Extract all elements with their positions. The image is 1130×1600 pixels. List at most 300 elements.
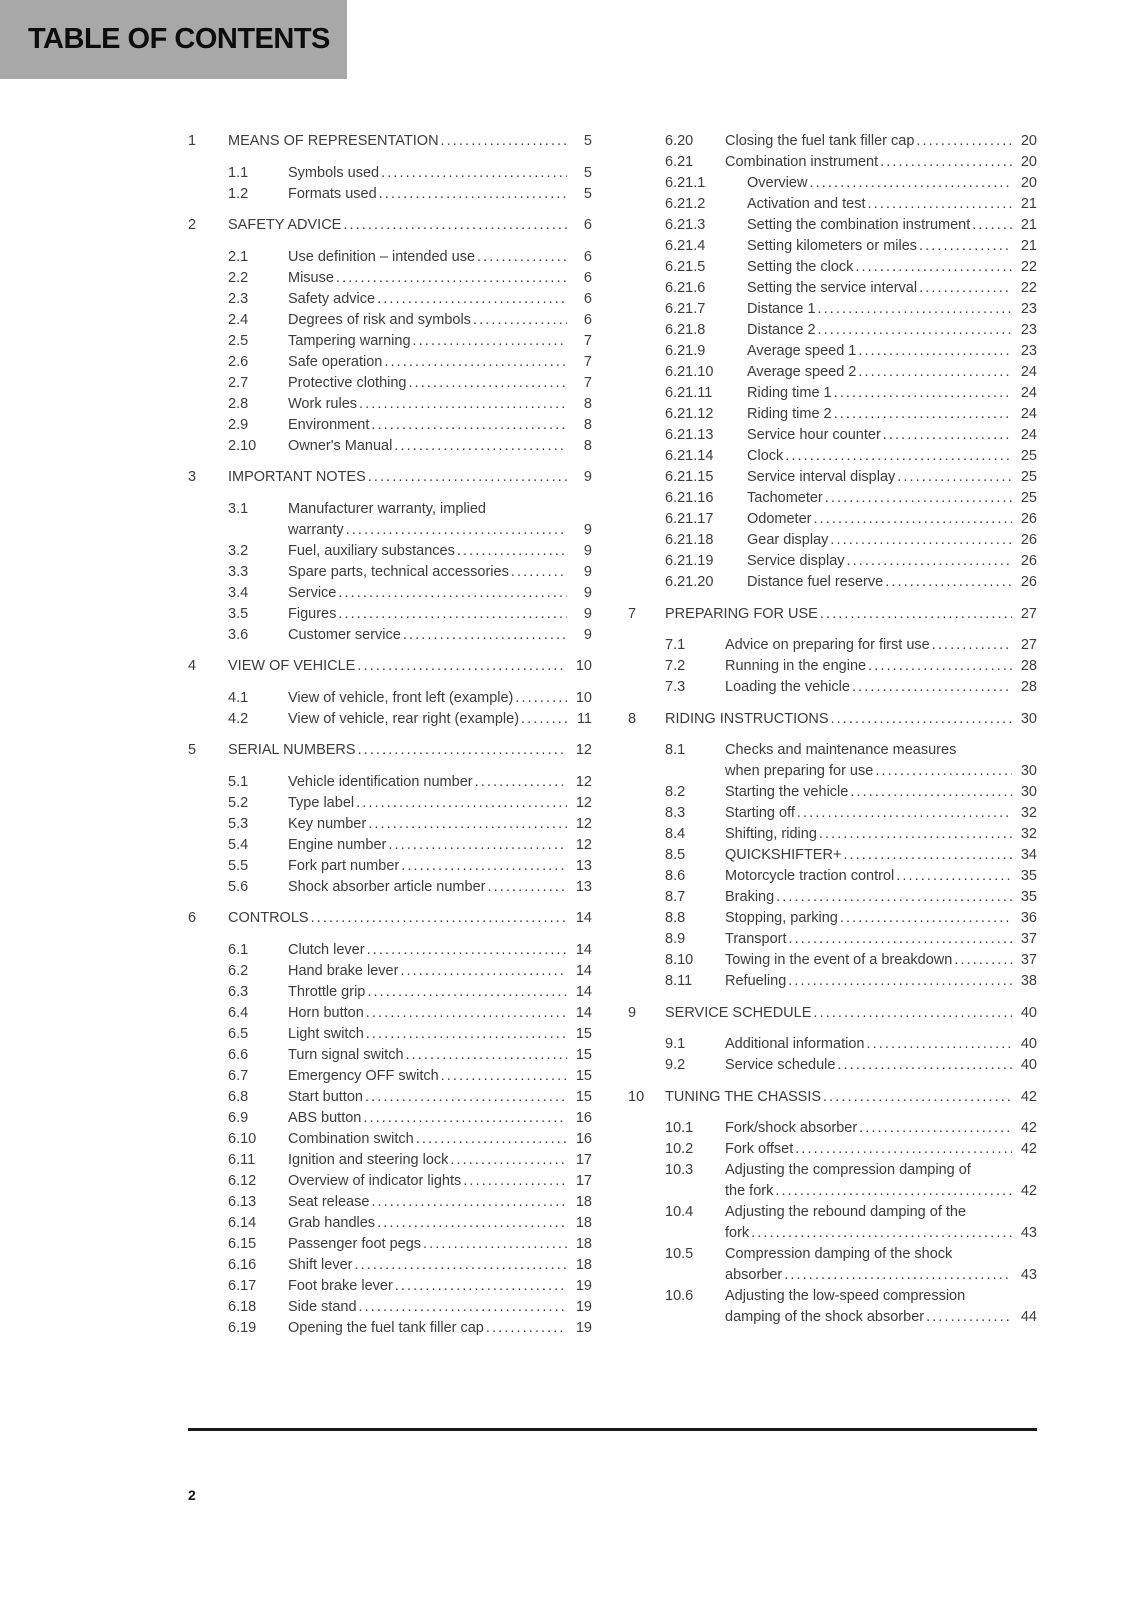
- toc-entry-title: Setting the clock: [747, 259, 854, 275]
- dot-leader: [463, 1171, 567, 1192]
- dot-leader: [830, 530, 1012, 551]
- dot-leader: [371, 1192, 567, 1213]
- toc-entry-number: 9: [628, 1004, 637, 1021]
- toc-entry-title: Type label: [288, 794, 355, 811]
- toc-entry-page: 6: [583, 290, 592, 307]
- toc-entry-row: [188, 1234, 592, 1255]
- dot-leader: [338, 604, 567, 625]
- dot-leader: [515, 688, 567, 709]
- toc-entry-row: [188, 1276, 592, 1297]
- dot-leader: [403, 625, 567, 646]
- toc-entry-page: 32: [1020, 826, 1037, 842]
- toc-entry-title: Opening the fuel tank filler cap: [288, 1319, 484, 1336]
- toc-entry-page: 18: [575, 1193, 592, 1210]
- toc-entry-page: 24: [1020, 364, 1037, 380]
- dot-leader: [371, 415, 567, 436]
- toc-entry-number: 8.7: [665, 889, 686, 905]
- toc-entry-title: Hand brake lever: [288, 962, 399, 979]
- dot-leader: [883, 425, 1012, 446]
- toc-entry-title: Shock absorber article number: [288, 878, 486, 895]
- toc-entry-number: 10.5: [665, 1246, 694, 1262]
- dot-leader: [336, 268, 567, 289]
- toc-entry-title: Motorcycle traction control: [725, 868, 895, 884]
- toc-entry-number: 3.6: [228, 626, 249, 643]
- toc-entry-title: CONTROLS: [228, 910, 309, 926]
- toc-entry-number: 3.1: [228, 500, 249, 517]
- dot-leader: [852, 677, 1012, 698]
- toc-entry-page: 40: [1020, 1057, 1037, 1073]
- dot-leader: [825, 488, 1012, 509]
- toc-entry-row: [188, 562, 592, 583]
- dot-leader: [356, 793, 567, 814]
- toc-entry-row: [188, 1024, 592, 1045]
- toc-entry-page: 28: [1020, 679, 1037, 695]
- toc-entry-title: Checks and maintenance measures: [725, 742, 957, 758]
- dot-leader: [818, 320, 1012, 341]
- dot-leader: [473, 310, 567, 331]
- toc-entry-page: 27: [1020, 605, 1037, 622]
- toc-entry-number: 6.11: [228, 1151, 256, 1168]
- toc-entry-title: Compression damping of the shock: [725, 1246, 953, 1262]
- toc-entry-number: 6.20: [665, 133, 694, 149]
- dot-leader: [897, 467, 1012, 488]
- toc-entry-number: 6.21.20: [665, 574, 714, 590]
- toc-entry-row: [628, 740, 1037, 782]
- toc-entry-page: 23: [1020, 343, 1037, 359]
- toc-entry-number: 5: [188, 742, 197, 758]
- toc-entry-title: Stopping, parking: [725, 910, 838, 926]
- toc-entry-title: Formats used: [288, 185, 377, 202]
- toc-entry-page: 11: [576, 710, 592, 727]
- toc-entry-row: [628, 572, 1037, 593]
- toc-section-row: [188, 908, 592, 929]
- dot-leader: [919, 278, 1012, 299]
- dot-leader: [395, 1276, 567, 1297]
- toc-entry-title: Starting the vehicle: [725, 784, 849, 800]
- dot-leader: [379, 184, 567, 205]
- toc-entry-row: [628, 908, 1037, 929]
- dot-leader: [855, 257, 1012, 278]
- toc-entry-number: 6.21.2: [665, 196, 706, 212]
- dot-leader: [441, 131, 567, 152]
- toc-entry-number: 4.1: [228, 689, 249, 706]
- toc-entry-row: [188, 1297, 592, 1318]
- toc-entry-row: [628, 1160, 1037, 1202]
- toc-entry-page: 15: [575, 1067, 592, 1084]
- toc-entry-row: [628, 824, 1037, 845]
- dot-leader: [511, 562, 567, 583]
- toc-entry-row: [628, 887, 1037, 908]
- toc-entry-page: 18: [575, 1256, 592, 1273]
- toc-entry-title: Seat release: [288, 1193, 370, 1210]
- toc-entry-title: Setting kilometers or miles: [747, 238, 918, 254]
- toc-entry-row: [628, 467, 1037, 488]
- dot-leader: [850, 782, 1012, 803]
- toc-entry-title: Starting off: [725, 805, 795, 821]
- dot-leader: [363, 1108, 567, 1129]
- dot-leader: [388, 835, 567, 856]
- dot-leader: [776, 887, 1012, 908]
- toc-entry-row: [628, 341, 1037, 362]
- toc-entry-page: 26: [1020, 553, 1037, 569]
- toc-section-row: [188, 467, 592, 488]
- toc-section-row: [628, 1003, 1037, 1024]
- toc-section-row: [188, 740, 592, 761]
- toc-entry-number: 6.14: [228, 1214, 257, 1231]
- toc-entry-page: 12: [575, 794, 592, 811]
- toc-entry-row: [188, 877, 592, 898]
- toc-entry-page: 30: [1020, 763, 1037, 779]
- toc-entry-title: Engine number: [288, 836, 387, 853]
- toc-entry-row: [188, 709, 592, 730]
- toc-entry-row: [188, 247, 592, 268]
- toc-entry-row: [188, 268, 592, 289]
- dot-leader: [797, 803, 1012, 824]
- toc-entry-row: [188, 1087, 592, 1108]
- toc-entry-title: Safe operation: [288, 353, 383, 370]
- toc-entry-page: 15: [575, 1088, 592, 1105]
- dot-leader: [819, 824, 1012, 845]
- toc-entry-number: 2: [188, 217, 197, 233]
- toc-entry-row: [628, 530, 1037, 551]
- toc-entry-number: 8.5: [665, 847, 686, 863]
- toc-entry-number: 3: [188, 469, 197, 485]
- toc-entry-number: 1.1: [228, 164, 249, 181]
- toc-entry-page: 25: [1020, 490, 1037, 506]
- toc-entry-row: [628, 299, 1037, 320]
- toc-entry-number: 6.21.11: [665, 385, 713, 401]
- toc-entry-title: Average speed 1: [747, 343, 857, 359]
- toc-entry-row: [628, 152, 1037, 173]
- dot-leader: [487, 877, 567, 898]
- toc-entry-title: Riding time 1: [747, 385, 832, 401]
- toc-entry-title: Distance 1: [747, 301, 816, 317]
- dot-leader: [784, 1265, 1012, 1286]
- toc-entry-page: 18: [575, 1235, 592, 1252]
- dot-leader: [834, 383, 1012, 404]
- toc-entry-number: 10.6: [665, 1288, 694, 1304]
- dot-leader: [775, 1181, 1012, 1202]
- toc-entry-number: 1: [188, 133, 197, 149]
- toc-entry-row: [628, 950, 1037, 971]
- toc-section-row: [628, 1087, 1037, 1108]
- toc-entry-page: 6: [583, 248, 592, 265]
- dot-leader: [858, 341, 1012, 362]
- toc-entry-page: 5: [583, 133, 592, 149]
- toc-entry-number: 10.2: [665, 1141, 694, 1157]
- toc-entry-page: 12: [575, 836, 592, 853]
- toc-entry-number: 6.21: [665, 154, 694, 170]
- dot-leader: [896, 866, 1012, 887]
- toc-entry-number: 2.2: [228, 269, 249, 286]
- dot-leader: [365, 1087, 567, 1108]
- toc-entry-number: 6.21.3: [665, 217, 706, 233]
- toc-entry-number: 6.21.8: [665, 322, 706, 338]
- toc-entry-row: [628, 404, 1037, 425]
- toc-entry-title: Owner's Manual: [288, 437, 393, 454]
- toc-entry-page: 25: [1020, 448, 1037, 464]
- toc-entry-title: Setting the combination instrument: [747, 217, 971, 233]
- toc-entry-page: 35: [1020, 889, 1037, 905]
- toc-entry-row: [188, 415, 592, 436]
- toc-entry-row: [188, 772, 592, 793]
- toc-entry-title: Setting the service interval: [747, 280, 918, 296]
- toc-entry-title: Clutch lever: [288, 941, 365, 958]
- toc-entry-number: 8.8: [665, 910, 686, 926]
- toc-entry-number: 3.5: [228, 605, 249, 622]
- toc-entry-page: 22: [1020, 280, 1037, 296]
- toc-entry-row: [188, 982, 592, 1003]
- toc-entry-page: 6: [583, 217, 592, 233]
- toc-entry-number: 7: [628, 605, 637, 622]
- dot-leader: [751, 1223, 1012, 1244]
- toc-entry-page: 36: [1020, 910, 1037, 926]
- toc-entry-number: 6.10: [228, 1130, 257, 1147]
- toc-entry-page: 9: [583, 521, 592, 538]
- toc-entry-row: [188, 1129, 592, 1150]
- toc-entry-number: 6.21.10: [665, 364, 714, 380]
- toc-entry-page: 16: [575, 1109, 592, 1126]
- dot-leader: [357, 656, 567, 677]
- toc-entry-row: [188, 793, 592, 814]
- toc-entry-title: Overview of indicator lights: [288, 1172, 462, 1189]
- dot-leader: [785, 446, 1012, 467]
- toc-entry-title: SERIAL NUMBERS: [228, 742, 356, 758]
- toc-entry-title: Horn button: [288, 1004, 364, 1021]
- toc-entry-number: 6.21.7: [665, 301, 706, 317]
- toc-entry-row: [628, 866, 1037, 887]
- toc-entry-row: [188, 856, 592, 877]
- toc-entry-page: 20: [1020, 154, 1037, 170]
- dot-leader: [843, 845, 1012, 866]
- toc-entry-number: 8.6: [665, 868, 686, 884]
- toc-entry-row: [628, 1139, 1037, 1160]
- toc-entry-title: SAFETY ADVICE: [228, 217, 342, 233]
- dot-leader: [972, 215, 1012, 236]
- toc-entry-title: Environment: [288, 416, 370, 433]
- toc-entry-page: 8: [583, 395, 592, 412]
- toc-entry-row: [188, 436, 592, 457]
- toc-entry-row: [188, 583, 592, 604]
- toc-entry-title-continued: the fork: [725, 1183, 774, 1199]
- toc-entry-page: 40: [1020, 1004, 1037, 1021]
- dot-leader: [450, 1150, 567, 1171]
- toc-entry-row: [628, 1034, 1037, 1055]
- dot-leader: [840, 908, 1012, 929]
- toc-entry-row: [628, 236, 1037, 257]
- toc-entry-number: 6.21.18: [665, 532, 714, 548]
- toc-entry-title-wrap: [725, 1160, 1037, 1202]
- toc-entry-title: Adjusting the low-speed compression: [725, 1288, 966, 1304]
- toc-entry-row: [188, 940, 592, 961]
- toc-entry-number: 10.1: [665, 1120, 694, 1136]
- toc-entry-page: 6: [583, 311, 592, 328]
- toc-entry-page: 9: [583, 469, 592, 485]
- toc-entry-title: Protective clothing: [288, 374, 407, 391]
- toc-entry-row: [188, 1192, 592, 1213]
- toc-entry-page: 42: [1020, 1141, 1037, 1157]
- toc-entry-row: [188, 961, 592, 982]
- toc-entry-title-continued: absorber: [725, 1267, 783, 1283]
- toc-entry-row: [628, 1202, 1037, 1244]
- toc-entry-page: 14: [575, 941, 592, 958]
- toc-entry-page: 34: [1020, 847, 1037, 863]
- toc-entry-page: 14: [575, 962, 592, 979]
- toc-entry-row: [628, 845, 1037, 866]
- toc-entry-page: 26: [1020, 574, 1037, 590]
- toc-entry-number: 6.21.1: [665, 175, 706, 191]
- toc-entry-row: [188, 625, 592, 646]
- toc-entry-title: PREPARING FOR USE: [665, 605, 818, 622]
- toc-entry-row: [188, 331, 592, 352]
- toc-entry-number: 8.11: [665, 973, 693, 989]
- toc-entry-page: 14: [575, 983, 592, 1000]
- toc-entry-page: 37: [1020, 931, 1037, 947]
- toc-entry-title-line2: [725, 761, 1037, 782]
- toc-entry-row: [628, 635, 1037, 656]
- toc-entry-row: [628, 1244, 1037, 1286]
- toc-entry-number: 2.10: [228, 437, 257, 454]
- toc-entry-page: 24: [1020, 406, 1037, 422]
- toc-entry-title-wrap: [725, 1286, 1037, 1328]
- dot-leader: [423, 1234, 567, 1255]
- toc-entry-number: 8.3: [665, 805, 686, 821]
- toc-entry-row: [628, 509, 1037, 530]
- toc-entry-title: Closing the fuel tank filler cap: [725, 133, 915, 149]
- dot-leader: [441, 1066, 567, 1087]
- toc-entry-number: 8.10: [665, 952, 694, 968]
- toc-entry-number: 2.5: [228, 332, 249, 349]
- toc-entry-row: [628, 1118, 1037, 1139]
- toc-entry-title: Foot brake lever: [288, 1277, 393, 1294]
- toc-entry-number: 2.4: [228, 311, 249, 328]
- toc-entry-row: [628, 173, 1037, 194]
- toc-entry-page: 14: [575, 910, 592, 926]
- toc-entry-row: [188, 163, 592, 184]
- toc-entry-row: [628, 362, 1037, 383]
- dot-leader: [521, 709, 567, 730]
- toc-entry-title: Shift lever: [288, 1256, 353, 1273]
- toc-entry-title-wrap: [725, 740, 1037, 782]
- toc-entry-number: 6.21.12: [665, 406, 714, 422]
- toc-entry-page: 35: [1020, 868, 1037, 884]
- toc-entry-page: 9: [583, 626, 592, 643]
- toc-entry-number: 5.6: [228, 878, 249, 895]
- toc-entry-title: TUNING THE CHASSIS: [665, 1088, 822, 1105]
- toc-entry-page: 9: [583, 563, 592, 580]
- toc-entry-title: Side stand: [288, 1298, 357, 1315]
- toc-entry-row: [188, 310, 592, 331]
- toc-entry-row: [188, 541, 592, 562]
- toc-entry-number: 9.1: [665, 1036, 686, 1052]
- toc-entry-number: 8.2: [665, 784, 686, 800]
- toc-entry-title-continued: fork: [725, 1225, 750, 1241]
- toc-entry-title: Clock: [747, 448, 784, 464]
- page-header: [0, 0, 347, 79]
- dot-leader: [368, 814, 567, 835]
- dot-leader: [366, 1003, 567, 1024]
- dot-leader: [343, 215, 567, 236]
- toc-entry-page: 9: [583, 605, 592, 622]
- toc-entry-title: MEANS OF REPRESENTATION: [228, 133, 439, 149]
- toc-entry-number: 6.12: [228, 1172, 257, 1189]
- toc-entry-title: Figures: [288, 605, 337, 622]
- toc-entry-page: 8: [583, 437, 592, 454]
- dot-leader: [394, 436, 567, 457]
- toc-entry-page: 42: [1020, 1120, 1037, 1136]
- toc-entry-page: 19: [575, 1277, 592, 1294]
- toc-entry-title: Fuel, auxiliary substances: [288, 542, 455, 559]
- toc-entry-title: Adjusting the rebound damping of the: [725, 1204, 967, 1220]
- toc-entry-title: Combination switch: [288, 1130, 414, 1147]
- toc-entry-row: [188, 184, 592, 205]
- toc-section-row: [188, 215, 592, 236]
- toc-entry-title: Running in the engine: [725, 658, 867, 674]
- toc-entry-title: Symbols used: [288, 164, 380, 181]
- toc-entry-number: 8.1: [665, 742, 686, 758]
- toc-entry-number: 6.8: [228, 1088, 249, 1105]
- dot-leader: [359, 1297, 567, 1318]
- toc-entry-page: 27: [1020, 637, 1037, 653]
- toc-entry-page: 9: [583, 584, 592, 601]
- toc-entry-page: 20: [1020, 175, 1037, 191]
- toc-entry-row: [188, 1318, 592, 1339]
- dot-leader: [837, 1055, 1012, 1076]
- toc-entry-row: [188, 1108, 592, 1129]
- toc-entry-page: 23: [1020, 301, 1037, 317]
- toc-entry-title: View of vehicle, rear right (example): [288, 710, 520, 727]
- dot-leader: [359, 394, 567, 415]
- toc-entry-number: 6.13: [228, 1193, 257, 1210]
- toc-entry-page: 43: [1020, 1225, 1037, 1241]
- dot-leader: [847, 551, 1012, 572]
- toc-entry-page: 30: [1020, 710, 1037, 727]
- toc-entry-number: 6.19: [228, 1319, 257, 1336]
- dot-leader: [813, 1003, 1012, 1024]
- toc-entry-row: [188, 373, 592, 394]
- toc-entry-row: [188, 604, 592, 625]
- toc-entry-page: 42: [1020, 1088, 1037, 1105]
- dot-leader: [377, 289, 567, 310]
- toc-entry-number: 1.2: [228, 185, 249, 202]
- toc-entry-title-line2: [725, 1307, 1037, 1328]
- toc-entry-row: [188, 1150, 592, 1171]
- toc-entry-page: 20: [1020, 133, 1037, 149]
- toc-entry-page: 44: [1020, 1309, 1037, 1325]
- toc-entry-number: 6.1: [228, 941, 249, 958]
- toc-entry-title: Turn signal switch: [288, 1046, 404, 1063]
- toc-entry-title: Refueling: [725, 973, 787, 989]
- toc-entry-title: Fork part number: [288, 857, 400, 874]
- toc-entry-number: 6.21.14: [665, 448, 714, 464]
- page-title: TABLE OF CONTENTS: [28, 23, 330, 55]
- dot-leader: [381, 163, 567, 184]
- dot-leader: [346, 520, 567, 541]
- toc-entry-number: 6.5: [228, 1025, 249, 1042]
- toc-entry-page: 21: [1020, 238, 1037, 254]
- dot-leader: [868, 656, 1012, 677]
- dot-leader: [916, 131, 1012, 152]
- toc-entry-page: 42: [1020, 1183, 1037, 1199]
- toc-entry-title: Activation and test: [747, 196, 866, 212]
- toc-entry-row: [628, 803, 1037, 824]
- toc-entry-row: [628, 383, 1037, 404]
- dot-leader: [406, 1045, 567, 1066]
- toc-entry-number: 6.7: [228, 1067, 249, 1084]
- toc-entry-title: Fork/shock absorber: [725, 1120, 858, 1136]
- toc-entry-number: 10.4: [665, 1204, 694, 1220]
- toc-entry-title-continued: when preparing for use: [725, 763, 874, 779]
